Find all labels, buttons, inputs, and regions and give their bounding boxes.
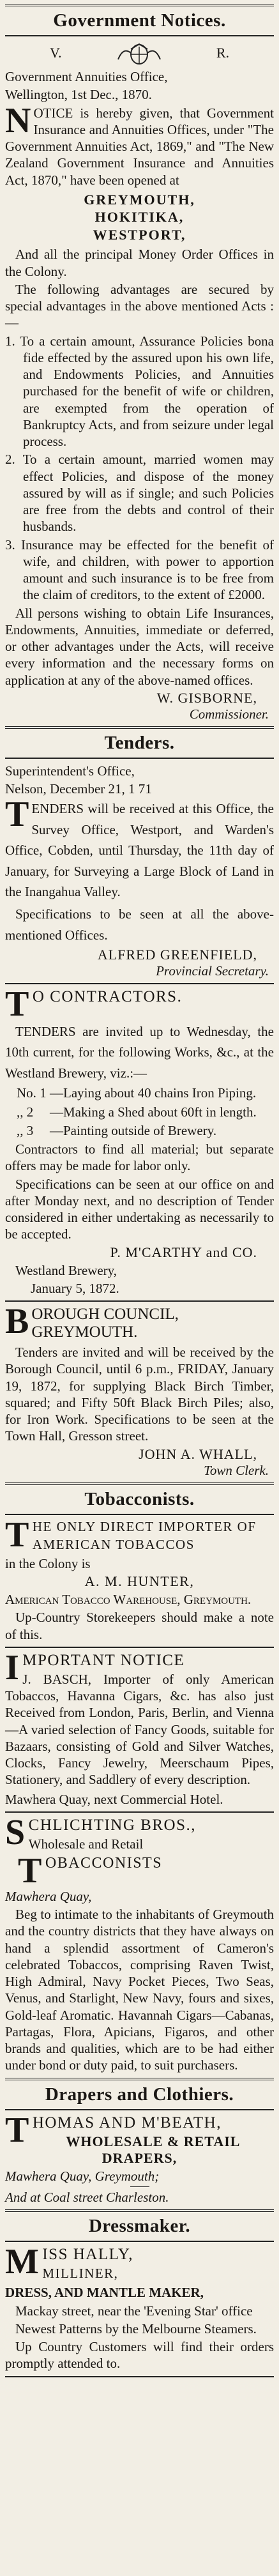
gov-sign-title: Commissioner. <box>189 706 269 722</box>
dressmaker-line2: MILLINER, <box>42 2266 119 2282</box>
schlichting-sub2-row <box>5 1851 274 1891</box>
drapers-header: Drapers and Clothiers. <box>45 2084 234 2105</box>
tenders-office: Superintendent's Office, <box>5 763 135 779</box>
royal-crest-row <box>5 40 274 66</box>
tenders-dateline: Nelson, December 21, 1 71 <box>5 781 152 796</box>
gov-item-3: 3. Insurance may be effected for the benefit of wife, and children, with power to apportion amount and such insurance is to be free from the claim of creditors, to the extent of £2000. <box>5 537 274 603</box>
schlichting-body: Beg to intimate to the inhabitants of Greymouth and the country districts that they have always on hand a splendid assortment of Cameron's celebrated Tobaccos, comprising Raven Twist, High Admiral, Navy Pocket Pieces, Two Seas, Venus, and Starlight, New Navy, fours and sixes, Gold-leaf Aromatic. Havannah Cigars—Cabanas, Partagas, Flora, Apicians, Figaros, and other brands and qualities, which are to be had either under bond or duty paid, to suit purchasers. <box>5 1907 274 2073</box>
dressmaker-line3: DRESS, AND MANTLE MAKER, <box>5 2285 204 2301</box>
schlichting-rule <box>5 1811 274 1813</box>
gov-item-1: 1. To a certain amount, Assurance Policies bona fide effected by the assured upon his own life, and Endowments Policies, and Annuities purchased for the benefit of wife or children, are exempted from the operation of Bankruptcy Acts, and from seizure under legal process. <box>5 333 274 449</box>
gov-header: Government Notices. <box>53 10 226 31</box>
borough-body: Tenders are invited and will be received by the Borough Council, until 6 p.m., FRIDAY, January 19, 1872, for supplying Black Birch Timber, squared; and Fifty 50ft Black Birch Piles; also, for Iron Work. Specifications to be seen at the Town Hall, Gresson street. <box>5 1345 274 1444</box>
schlichting-sub2: OBACCONISTS <box>45 1855 163 1872</box>
contractors-rule <box>5 983 274 984</box>
schlichting-sub1: Wholesale and Retail <box>28 1836 144 1852</box>
town-westport: WESTPORT, <box>93 226 186 243</box>
dressmaker-header-rule <box>5 2241 274 2242</box>
hunter-line3: in the Colony is <box>5 1555 91 1571</box>
contractors-heading-row <box>5 984 274 1025</box>
hunter-name: A. M. HUNTER, <box>84 1573 195 1590</box>
town-greymouth: GREYMOUTH, <box>84 191 195 208</box>
top-rule <box>5 4 274 6</box>
borough-dropcap: B <box>5 1302 29 1342</box>
contractors-heading: O CONTRACTORS. <box>32 988 183 1006</box>
tenders-body: ENDERS will be received at this Office, the Survey Office, Westport, and Warden's Office, Cobden, until Thursday, the 11th day of January, for Surveying a Large Block of Land in the Inangahua Valley. <box>5 801 274 900</box>
tenders-notice <box>5 795 274 903</box>
important-heading-row <box>5 1647 274 1688</box>
contractors-sign-name: P. M'CARTHY and CO. <box>110 1244 257 1260</box>
crest-v: V. <box>50 45 62 61</box>
borough-sign-title: Town Clerk. <box>204 1462 269 1478</box>
contractors-item-1 <box>5 1085 274 1102</box>
contractors-item-1-text: —Laying about 40 chains Iron Piping. <box>50 1085 257 1101</box>
town-hokitika: HOKITIKA, <box>94 209 185 225</box>
contractors-item-2-text: —Making a Shed about 60ft in length. <box>50 1104 257 1120</box>
borough-heading-row <box>5 1302 274 1342</box>
dressmaker-orders: Up Country Customers will find their orders promptly attended to. <box>5 2339 274 2372</box>
hunter-storekeepers: Up-Country Storekeepers should make a note of this. <box>5 1610 274 1642</box>
important-body: J. BASCH, Importer of only American Tobaccos, Havanna Cigars, &c. has also just Received from London, Paris, Berlin, and Vienna—A varied selection of Fancy Goods, suitable for Bazaars, consisting of Gold and Silver Watches, Clocks, Fancy Jewelry, Meerschaum Pipes, Stationery, and Saddlery of every description. <box>5 1671 274 1788</box>
drapers-header-rule <box>5 2109 274 2110</box>
hunter-dropcap: T <box>5 1514 30 1555</box>
tenders-dropcap: T <box>5 795 29 835</box>
dressmaker-header: Dressmaker. <box>88 2216 191 2237</box>
contractors-materials: Contractors to find all material; but separate offers may be made for labor only. <box>5 1141 274 1174</box>
tenders-sign-name: ALFRED GREENFIELD, <box>97 947 257 963</box>
gov-sign-name: W. GISBORNE, <box>156 689 257 706</box>
contractors-item-2 <box>5 1104 274 1121</box>
contractors-item-1-num: No. 1 <box>17 1085 47 1101</box>
royal-crest-icon <box>114 40 164 66</box>
tenders-top-rule <box>5 726 274 729</box>
schlichting-dropcap2: T <box>18 1851 43 1891</box>
dressmaker-top-rule <box>5 2209 274 2212</box>
hunter-warehouse: American Tobacco Warehouse, Greymouth. <box>5 1592 252 1608</box>
drapers-line2: WHOLESALE & RETAIL DRAPERS, <box>66 2133 241 2166</box>
tenders-spec: Specifications to be seen at all the above-mentioned Offices. <box>5 906 274 943</box>
important-rule <box>5 1647 274 1648</box>
tenders-sign-title: Provincial Secretary. <box>156 963 269 979</box>
important-heading: MPORTANT NOTICE <box>22 1651 185 1669</box>
gov-advantages: The following advantages are secured by special advantages in the above mentioned Acts :— <box>5 281 274 331</box>
hunter-line2: AMERICAN TOBACCOS <box>32 1536 195 1552</box>
schlichting-heading: CHLICHTING BROS., <box>28 1816 196 1834</box>
contractors-item-2-num: ,, 2 <box>17 1104 34 1120</box>
gov-closing: All persons wishing to obtain Life Insurances, Endowments, Annuities, immediate or deferred, or other advantages under the Acts, will receive every information and the necessary forms on application at any of the above-named offices. <box>5 605 274 688</box>
tobacconists-header-rule <box>5 1514 274 1515</box>
gov-item-2: 2. To a certain amount, married women may effect Policies, and dispose of the money assured by will as if single; and such Policies are free from the debts and control of their husbands. <box>5 452 274 535</box>
drapers-and: And at Coal street Charleston. <box>5 2189 169 2205</box>
drapers-dropcap: T <box>5 2110 30 2150</box>
schlichting-dropcap: S <box>5 1812 26 1852</box>
gov-dropcap: N <box>5 100 31 141</box>
tobacconists-top-rule <box>5 1482 274 1485</box>
crest-r: R. <box>216 45 229 61</box>
dressmaker-patterns: Newest Patterns by the Melbourne Steamers. <box>15 2321 257 2336</box>
borough-sign-name: JOHN A. WHALL, <box>139 1445 257 1462</box>
gov-notice-body: OTICE is hereby given, that Government Insurance and Annuities Offices, under "The Government Annuities Act, 1869," and "The New Zealand Government Insurance and Annuities Act, 1870," have been opened at <box>5 105 274 188</box>
contractors-intro: TENDERS are invited up to Wednesday, the 10th current, for the following Works, &c., at the Westland Brewery, viz.:— <box>5 1023 274 1081</box>
hunter-line1: HE ONLY DIRECT IMPORTER OF <box>32 1518 257 1534</box>
bottom-rule <box>5 2376 274 2377</box>
drapers-heading: HOMAS AND M'BEATH, <box>32 2114 222 2131</box>
contractors-item-3-num: ,, 3 <box>17 1122 34 1138</box>
borough-rule <box>5 1300 274 1302</box>
borough-heading: OROUGH COUNCIL, GREYMOUTH. <box>31 1306 179 1341</box>
contractors-item-3 <box>5 1122 274 1139</box>
tobacconists-header: Tobacconists. <box>84 1488 195 1509</box>
dressmaker-address: Mackay street, near the 'Evening Star' office <box>15 2303 253 2319</box>
drapers-line3: Mawhera Quay, Greymouth; <box>5 2168 160 2184</box>
gov-dateline: Wellington, 1st Dec., 1870. <box>5 87 152 103</box>
drapers-separator <box>130 2186 149 2187</box>
important-dropcap: I <box>5 1647 20 1688</box>
contractors-sign-place: Westland Brewery, <box>15 1262 117 1278</box>
gov-and-all: And all the principal Money Order Offices in the Colony. <box>5 247 274 279</box>
tenders-header-rule <box>5 758 274 759</box>
gov-header-rule <box>5 35 274 36</box>
drapers-top-rule <box>5 2078 274 2080</box>
gov-office: Government Annuities Office, <box>5 69 168 84</box>
dressmaker-dropcap: M <box>5 2242 40 2282</box>
contractors-dropcap: T <box>5 984 30 1025</box>
dressmaker-heading: ISS HALLY, <box>42 2246 133 2264</box>
schlichting-location: Mawhera Quay, <box>5 1888 92 1904</box>
tenders-header: Tenders. <box>104 732 175 753</box>
contractors-spec: Specifications can be seen at our office on and after Monday next, and no description of Tender considered in either undertaking as necessarily to be accepted. <box>5 1176 274 1242</box>
gov-notice <box>5 100 274 188</box>
contractors-sign-date: January 5, 1872. <box>31 1280 119 1296</box>
important-quay: Mawhera Quay, next Commercial Hotel. <box>5 1791 223 1807</box>
contractors-item-3-text: —Painting outside of Brewery. <box>50 1122 217 1138</box>
gov-towns <box>5 191 274 244</box>
